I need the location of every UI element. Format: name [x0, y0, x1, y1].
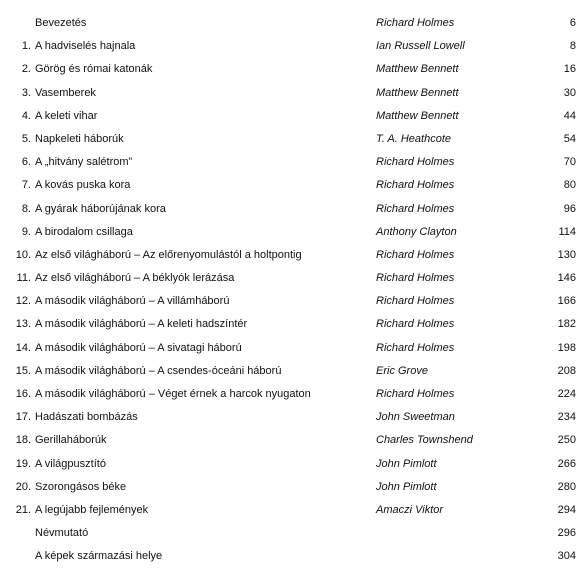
- toc-entry-author: John Pimlott: [376, 480, 437, 493]
- toc-entry-page: 224: [557, 388, 576, 400]
- toc-entry-author: Richard Holmes: [376, 318, 455, 331]
- toc-entry-author: Richard Holmes: [376, 202, 455, 215]
- toc-entry-number: 8.: [21, 202, 31, 215]
- toc-entry: [0, 476, 584, 499]
- toc-entry: [0, 545, 584, 568]
- toc-entry: [0, 174, 584, 197]
- toc-entry-number: 18.: [15, 434, 31, 447]
- toc-entry-author: Richard Holmes: [376, 156, 455, 169]
- toc-entry-author: Richard Holmes: [376, 295, 455, 308]
- toc-entry-title: A második világháború – A keleti hadszíntér: [35, 318, 248, 331]
- toc-entry: [0, 499, 584, 522]
- toc-entry-author: Eric Grove: [376, 364, 428, 377]
- toc-entry-author: John Pimlott: [376, 457, 437, 470]
- toc-entry-author: Matthew Bennett: [376, 63, 459, 76]
- toc-entry-author: Matthew Bennett: [376, 86, 459, 99]
- toc-entry-title: A „hitvány salétrom”: [35, 156, 133, 169]
- toc-entry-page: 44: [563, 109, 576, 122]
- toc-entry-author: Richard Holmes: [376, 388, 455, 400]
- toc-entry-title: A képek származási helye: [35, 550, 163, 563]
- toc-entry-number: 6.: [21, 156, 31, 169]
- toc-entry-page: 54: [563, 132, 576, 145]
- toc-entry-page: 208: [557, 364, 576, 377]
- toc-entry-number: 21.: [15, 503, 31, 516]
- toc-entry-page: 296: [557, 527, 576, 540]
- toc-entry: [0, 453, 584, 476]
- toc-entry-author: Anthony Clayton: [376, 225, 457, 238]
- toc-entry-page: 266: [557, 457, 576, 470]
- toc-entry-page: 80: [563, 179, 576, 192]
- toc-entry-title: Bevezetés: [35, 17, 87, 29]
- toc-entry: [0, 105, 584, 128]
- toc-entry: [0, 12, 584, 35]
- toc-entry-number: 4.: [21, 109, 31, 122]
- toc-entry-title: A világpusztító: [35, 457, 106, 470]
- toc-entry-page: 234: [557, 411, 576, 424]
- toc-entry-title: Hadászati bombázás: [35, 411, 138, 424]
- toc-entry: [0, 151, 584, 174]
- toc-entry-page: 198: [557, 341, 576, 354]
- toc-entry: [0, 58, 584, 81]
- toc-entry: [0, 313, 584, 336]
- toc-entry-author: Richard Holmes: [376, 17, 455, 29]
- toc-entry-title: Névmutató: [35, 527, 89, 540]
- toc-entry-number: 20.: [15, 480, 31, 493]
- toc-entry-author: Amaczi Viktor: [376, 503, 444, 516]
- toc-entry-page: 70: [563, 156, 576, 169]
- toc-entry: [0, 267, 584, 290]
- toc-entry-author: Richard Holmes: [376, 248, 455, 261]
- table-of-contents: [0, 12, 584, 569]
- toc-entry-number: 1.: [21, 40, 31, 53]
- toc-entry-author: Richard Holmes: [376, 341, 455, 354]
- toc-entry-number: 15.: [15, 364, 31, 377]
- toc-entry: [0, 429, 584, 452]
- toc-entry-title: A második világháború – Véget érnek a harcok nyugaton: [35, 388, 311, 400]
- toc-entry-number: 17.: [15, 411, 31, 424]
- toc-entry-page: 182: [557, 318, 576, 331]
- toc-entry: [0, 406, 584, 429]
- toc-entry-author: Matthew Bennett: [376, 109, 459, 122]
- toc-entry-page: 8: [569, 40, 576, 53]
- toc-entry-page: 130: [557, 248, 576, 261]
- toc-entry-title: A hadviselés hajnala: [35, 40, 136, 53]
- toc-entry: [0, 383, 584, 406]
- toc-entry-number: 19.: [15, 457, 31, 470]
- toc-entry: [0, 35, 584, 58]
- toc-entry-page: 280: [557, 480, 576, 493]
- toc-entry-number: 11.: [16, 272, 31, 285]
- toc-entry-title: A birodalom csillaga: [35, 225, 133, 238]
- toc-entry-number: 12.: [15, 295, 31, 308]
- toc-entry-number: 2.: [21, 63, 31, 76]
- toc-entry-page: 146: [557, 272, 576, 285]
- toc-entry-title: A kovás puska kora: [35, 179, 131, 192]
- toc-entry: [0, 128, 584, 151]
- toc-entry-number: 9.: [21, 225, 31, 238]
- toc-entry: [0, 198, 584, 221]
- toc-entry-page: 96: [563, 202, 576, 215]
- toc-entry-title: Görög és római katonák: [35, 63, 153, 76]
- toc-entry: [0, 244, 584, 267]
- toc-entry-page: 166: [557, 295, 576, 308]
- toc-entry: [0, 221, 584, 244]
- toc-entry: [0, 360, 584, 383]
- toc-entry-page: 304: [557, 550, 576, 563]
- toc-entry-title: A második világháború – A villámháború: [35, 295, 230, 308]
- toc-entry-number: 3.: [21, 86, 31, 99]
- toc-entry-title: A legújabb fejlemények: [35, 503, 149, 516]
- toc-entry: [0, 290, 584, 313]
- toc-entry-author: T. A. Heathcote: [376, 132, 452, 145]
- toc-entry-title: A második világháború – A sivatagi háború: [35, 341, 242, 354]
- toc-entry-page: 114: [558, 225, 576, 238]
- toc-entry: [0, 522, 584, 545]
- toc-entry-page: 250: [557, 434, 576, 447]
- toc-entry-number: 13.: [15, 318, 31, 331]
- toc-entry-title: Gerillaháborúk: [35, 434, 107, 447]
- toc-entry-title: Napkeleti háborúk: [35, 132, 124, 145]
- toc-entry-number: 16.: [15, 388, 31, 400]
- toc-entry-page: 294: [557, 503, 576, 516]
- toc-entry-number: 14.: [15, 341, 31, 354]
- toc-entry-author: Ian Russell Lowell: [376, 40, 465, 53]
- toc-entry-number: 10.: [15, 248, 31, 261]
- toc-entry-author: Charles Townshend: [376, 434, 473, 447]
- toc-entry-author: Richard Holmes: [376, 272, 455, 285]
- toc-entry-title: A gyárak háborújának kora: [35, 202, 166, 215]
- toc-entry-author: John Sweetman: [376, 411, 455, 424]
- toc-entry-title: Szorongásos béke: [35, 480, 127, 493]
- toc-entry-title: A második világháború – A csendes-óceáni háború: [35, 364, 282, 377]
- toc-entry-number: 7.: [21, 179, 31, 192]
- toc-entry-title: Az első világháború – A béklyók lerázása: [35, 272, 235, 285]
- toc-entry-page: 16: [563, 63, 576, 76]
- toc-entry: [0, 337, 584, 360]
- toc-entry-title: Az első világháború – Az előrenyomulástól a holtpontig: [35, 248, 302, 261]
- toc-entry-author: Richard Holmes: [376, 179, 455, 192]
- toc-entry-page: 30: [563, 86, 576, 99]
- toc-entry-title: A keleti vihar: [35, 109, 98, 122]
- toc-entry: [0, 82, 584, 105]
- toc-entry-number: 5.: [21, 132, 31, 145]
- toc-entry-title: Vasemberek: [35, 86, 96, 99]
- toc-entry-page: 6: [569, 17, 576, 29]
